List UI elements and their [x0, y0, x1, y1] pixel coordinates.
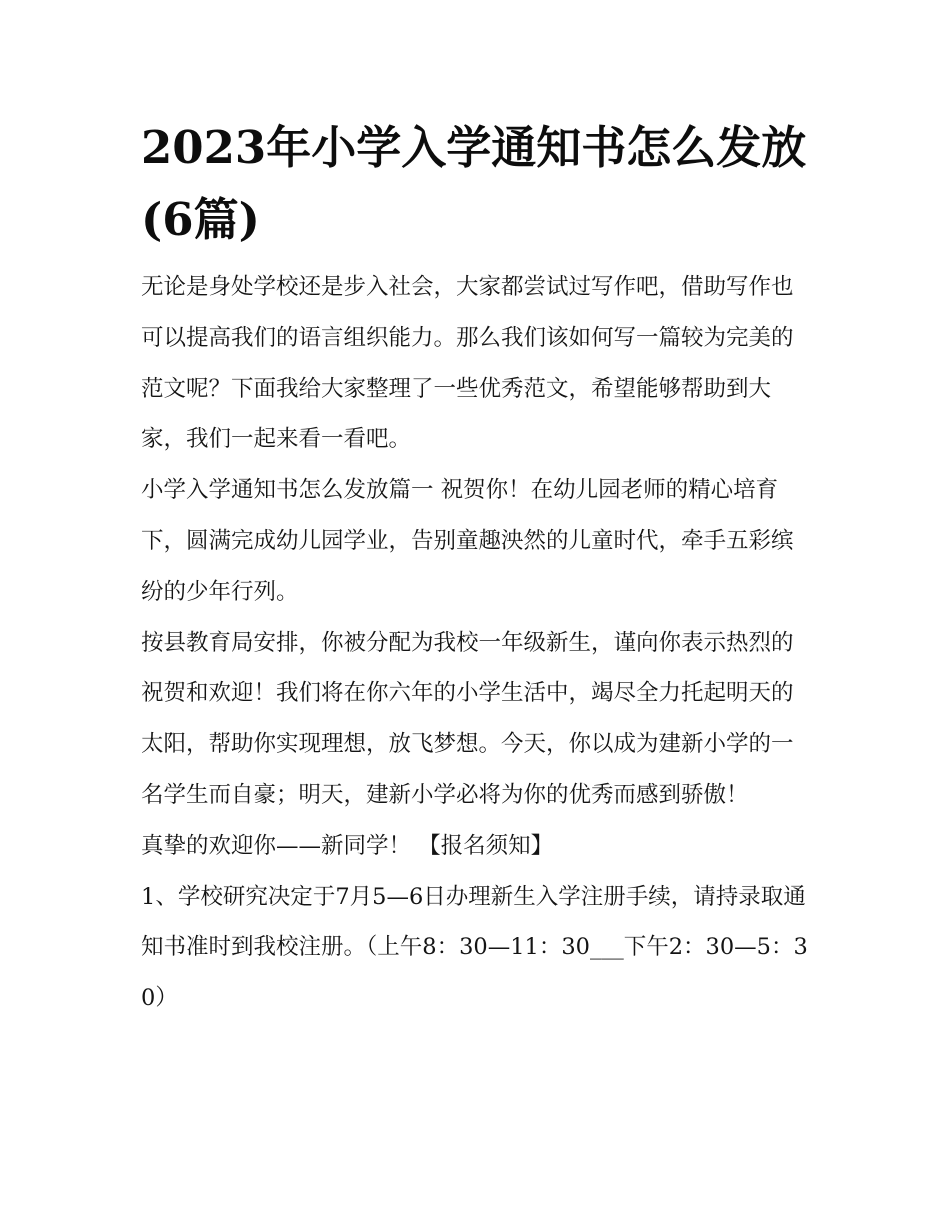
document-title: 2023年小学入学通知书怎么发放(6篇): [141, 121, 807, 246]
paragraph-registration-heading: 真挚的欢迎你——新同学！ 【报名须知】: [141, 832, 554, 859]
paragraph-registration-item-1: 1、学校研究决定于7月5—6日办理新生入学注册手续，请持录取通知书准时到我校注册。（上午8：30—11：30___下午2：30—5：30）: [141, 883, 808, 1012]
paragraph-intro: 无论是身处学校还是步入社会，大家都尝试过写作吧，借助写作也可以提高我们的语言组织能力。那么我们该如何写一篇较为完美的范文呢？下面我给大家整理了一些优秀范文，希望能够帮助到大家，我们一起来看一看吧。: [141, 274, 794, 453]
paragraph-congratulations: 小学入学通知书怎么发放篇一 祝贺你！在幼儿园老师的精心培育下，圆满完成幼儿园学业，告别童趣泱然的儿童时代，牵手五彩缤纷的少年行列。: [141, 477, 794, 605]
document-body: [141, 262, 813, 1024]
document-page: [141, 112, 813, 1024]
paragraph-welcome: 按县教育局安排，你被分配为我校一年级新生，谨向你表示热烈的祝贺和欢迎！我们将在你六年的小学生活中，竭尽全力托起明天的太阳，帮助你实现理想，放飞梦想。今天，你以成为建新小学的一名学生而自豪；明天，建新小学必将为你的优秀而感到骄傲！: [141, 629, 794, 808]
